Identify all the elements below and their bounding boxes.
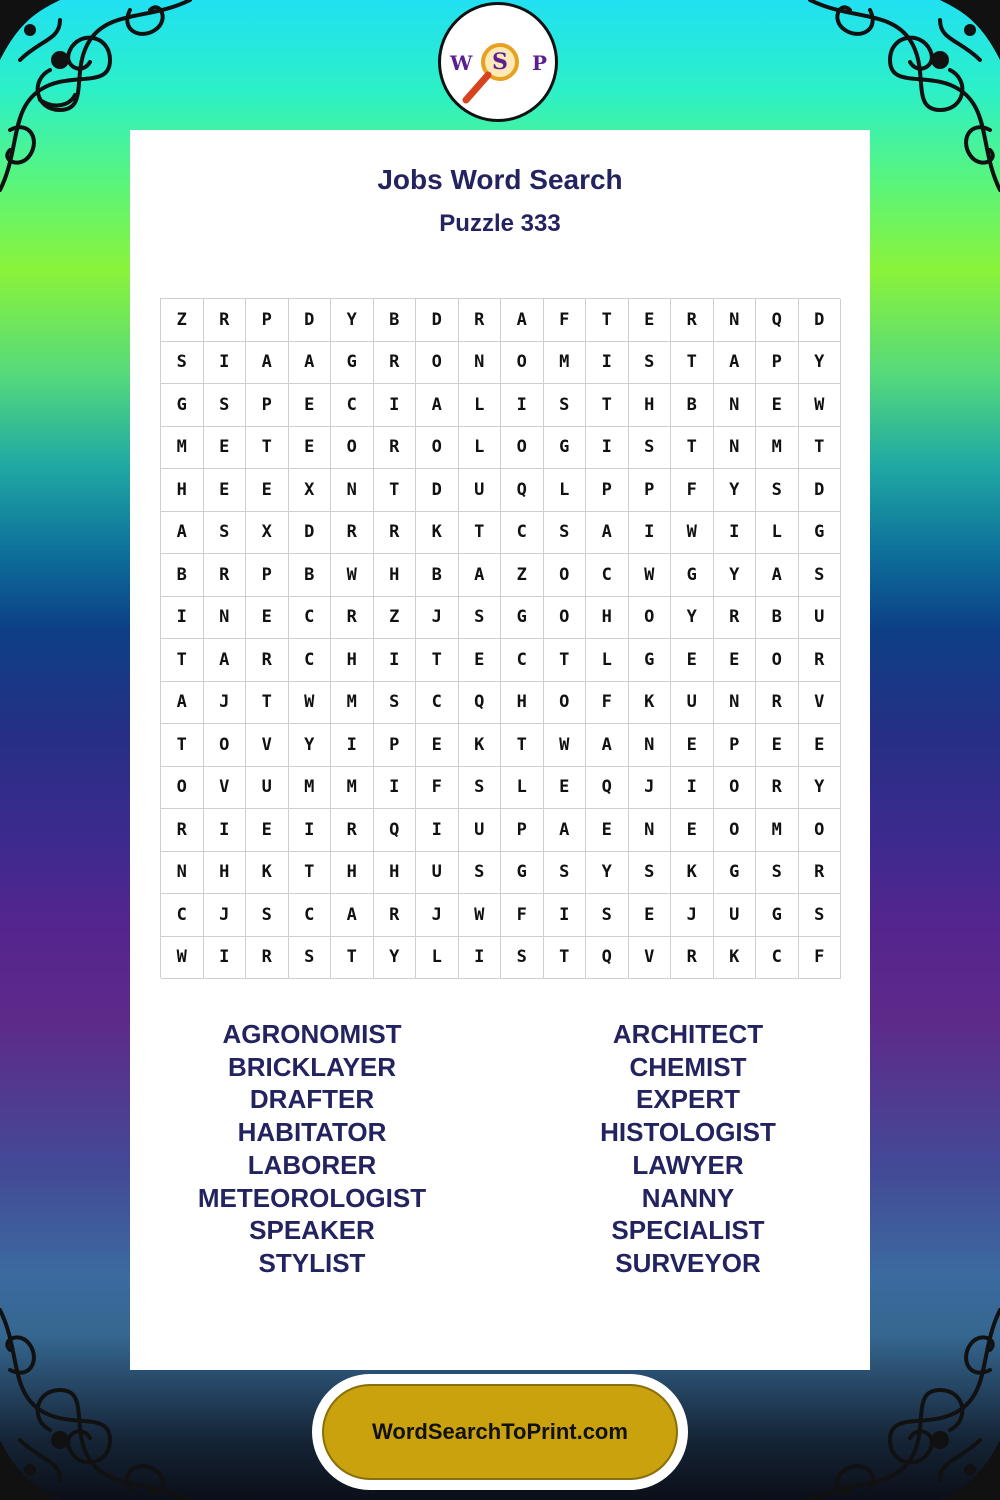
grid-cell[interactable]: G (161, 384, 204, 427)
grid-cell[interactable]: R (246, 639, 289, 682)
grid-cell[interactable]: T (246, 682, 289, 725)
grid-cell[interactable]: A (331, 894, 374, 937)
grid-cell[interactable]: L (501, 767, 544, 810)
grid-cell[interactable]: T (289, 852, 332, 895)
grid-cell[interactable]: W (331, 554, 374, 597)
grid-cell[interactable]: R (756, 767, 799, 810)
puzzle-title: Jobs Word Search (377, 164, 623, 195)
grid-cell[interactable]: A (756, 554, 799, 597)
grid-cell[interactable]: C (161, 894, 204, 937)
grid-cell[interactable]: P (586, 469, 629, 512)
grid-cell[interactable]: E (671, 639, 714, 682)
grid-cell[interactable]: I (289, 809, 332, 852)
word-item: HISTOLOGIST (600, 1117, 776, 1148)
grid-cell[interactable]: L (586, 639, 629, 682)
grid-cell[interactable]: A (586, 512, 629, 555)
grid-cell[interactable]: R (671, 299, 714, 342)
grid-cell[interactable]: B (161, 554, 204, 597)
grid-cell[interactable]: I (374, 639, 417, 682)
grid-cell[interactable]: H (331, 639, 374, 682)
grid-cell[interactable]: N (714, 427, 757, 470)
grid-cell[interactable]: O (331, 427, 374, 470)
grid-cell[interactable]: W (671, 512, 714, 555)
grid-cell[interactable]: M (289, 767, 332, 810)
logo-letter-w: W (450, 51, 473, 75)
word-item: EXPERT (635, 1084, 741, 1115)
grid-cell[interactable]: J (204, 682, 247, 725)
grid-cell[interactable]: Q (586, 767, 629, 810)
grid-cell[interactable]: I (204, 342, 247, 385)
grid-cell[interactable]: J (416, 894, 459, 937)
grid-cell[interactable]: W (161, 937, 204, 980)
grid-cell[interactable]: P (756, 342, 799, 385)
grid-cell[interactable]: K (459, 724, 502, 767)
grid-cell[interactable]: H (331, 852, 374, 895)
grid-cell[interactable]: U (459, 809, 502, 852)
grid-cell[interactable]: S (289, 937, 332, 980)
grid-cell[interactable]: S (799, 894, 842, 937)
grid-cell[interactable]: G (714, 852, 757, 895)
grid-cell[interactable]: N (331, 469, 374, 512)
grid-cell[interactable]: R (374, 894, 417, 937)
grid-cell[interactable]: S (629, 852, 672, 895)
logo-letter-s: S (492, 49, 508, 75)
grid-cell[interactable]: F (416, 767, 459, 810)
grid-cell[interactable]: B (416, 554, 459, 597)
grid-cell[interactable]: O (416, 342, 459, 385)
grid-cell[interactable]: S (756, 469, 799, 512)
puzzle-subtitle: Puzzle 333 (439, 210, 561, 237)
grid-cell[interactable]: X (289, 469, 332, 512)
word-item: SPECIALIST (611, 1215, 765, 1246)
grid-cell[interactable]: T (671, 427, 714, 470)
grid-cell[interactable]: Q (586, 937, 629, 980)
grid-cell[interactable]: V (799, 682, 842, 725)
grid-cell[interactable]: L (459, 427, 502, 470)
grid-cell[interactable]: Y (799, 342, 842, 385)
grid-cell[interactable]: Z (501, 554, 544, 597)
grid-cell[interactable]: O (714, 809, 757, 852)
grid-cell[interactable]: J (204, 894, 247, 937)
grid-cell[interactable]: F (586, 682, 629, 725)
grid-cell[interactable]: Z (161, 299, 204, 342)
grid-cell[interactable]: S (204, 384, 247, 427)
grid-cell[interactable]: E (586, 809, 629, 852)
grid-cell[interactable]: N (629, 809, 672, 852)
grid-cell[interactable]: B (289, 554, 332, 597)
grid-cell[interactable]: I (459, 937, 502, 980)
grid-cell[interactable]: R (331, 597, 374, 640)
grid-cell[interactable]: O (629, 597, 672, 640)
grid-cell[interactable]: C (289, 894, 332, 937)
grid-cell[interactable]: T (459, 512, 502, 555)
grid-cell[interactable]: P (246, 299, 289, 342)
grid-cell[interactable]: T (161, 639, 204, 682)
grid-cell[interactable]: E (246, 809, 289, 852)
grid-cell[interactable]: E (629, 894, 672, 937)
grid-cell[interactable]: Q (756, 299, 799, 342)
grid-cell[interactable]: W (544, 724, 587, 767)
grid-cell[interactable]: U (416, 852, 459, 895)
grid-cell[interactable]: M (544, 342, 587, 385)
grid-cell[interactable]: R (374, 342, 417, 385)
grid-cell[interactable]: O (799, 809, 842, 852)
grid-cell[interactable]: S (629, 427, 672, 470)
grid-cell[interactable]: E (459, 639, 502, 682)
word-item: ARCHITECT (612, 1019, 764, 1049)
grid-cell[interactable]: P (246, 384, 289, 427)
grid-cell[interactable]: Y (714, 469, 757, 512)
grid-cell[interactable]: A (161, 682, 204, 725)
grid-cell[interactable]: C (501, 512, 544, 555)
grid-cell[interactable]: Q (459, 682, 502, 725)
grid-cell[interactable]: O (161, 767, 204, 810)
grid-cell[interactable]: E (544, 767, 587, 810)
word-item: BRICKLAYER (227, 1051, 397, 1082)
grid-cell[interactable]: S (161, 342, 204, 385)
grid-cell[interactable]: I (204, 809, 247, 852)
grid-cell[interactable]: A (204, 639, 247, 682)
grid-cell[interactable]: F (501, 894, 544, 937)
grid-cell[interactable]: O (501, 427, 544, 470)
grid-cell[interactable]: E (289, 384, 332, 427)
grid-cell[interactable]: A (246, 342, 289, 385)
grid-cell[interactable]: H (586, 597, 629, 640)
grid-cell[interactable]: R (459, 299, 502, 342)
grid-cell[interactable]: L (459, 384, 502, 427)
grid-cell[interactable]: A (714, 342, 757, 385)
grid-cell[interactable]: U (714, 894, 757, 937)
grid-cell[interactable]: P (246, 554, 289, 597)
word-item: METEOROLOGIST (197, 1182, 427, 1213)
grid-cell[interactable]: M (161, 427, 204, 470)
grid-cell[interactable]: C (289, 639, 332, 682)
grid-cell[interactable]: L (544, 469, 587, 512)
logo-letter-p: P (532, 51, 548, 75)
grid-cell[interactable]: F (544, 299, 587, 342)
grid-cell[interactable]: B (671, 384, 714, 427)
word-item: SURVEYOR (615, 1247, 761, 1278)
grid-cell[interactable]: V (246, 724, 289, 767)
grid-cell[interactable]: U (799, 597, 842, 640)
word-list-left (162, 1018, 462, 1280)
grid-cell[interactable]: R (374, 427, 417, 470)
grid-cell[interactable]: D (289, 299, 332, 342)
grid-cell[interactable]: S (459, 852, 502, 895)
grid-cell[interactable]: F (671, 469, 714, 512)
grid-cell[interactable]: E (416, 724, 459, 767)
word-item: HABITATOR (237, 1117, 387, 1148)
word-item: STYLIST (258, 1247, 366, 1278)
grid-cell[interactable]: W (289, 682, 332, 725)
grid-cell[interactable]: N (714, 682, 757, 725)
grid-cell[interactable]: A (501, 299, 544, 342)
grid-cell[interactable]: T (161, 724, 204, 767)
site-badge[interactable] (312, 1374, 688, 1490)
grid-cell[interactable]: R (799, 639, 842, 682)
grid-cell[interactable]: T (586, 299, 629, 342)
grid-cell[interactable]: S (501, 937, 544, 980)
grid-cell[interactable]: Q (501, 469, 544, 512)
grid-cell[interactable]: U (459, 469, 502, 512)
grid-cell[interactable]: E (289, 427, 332, 470)
grid-cell[interactable]: I (629, 512, 672, 555)
word-item: NANNY (641, 1182, 735, 1213)
grid-cell[interactable]: T (246, 427, 289, 470)
grid-cell[interactable]: S (544, 384, 587, 427)
grid-cell[interactable]: R (671, 937, 714, 980)
grid-cell[interactable]: M (331, 682, 374, 725)
grid-cell[interactable]: E (799, 724, 842, 767)
grid-cell[interactable]: K (671, 852, 714, 895)
grid-cell[interactable]: F (799, 937, 842, 980)
grid-cell[interactable]: E (246, 469, 289, 512)
grid-cell[interactable]: D (416, 299, 459, 342)
grid-cell[interactable]: C (289, 597, 332, 640)
grid-cell[interactable]: P (374, 724, 417, 767)
grid-cell[interactable]: P (501, 809, 544, 852)
grid-cell[interactable]: A (586, 724, 629, 767)
grid-cell[interactable]: T (671, 342, 714, 385)
grid-cell[interactable]: G (501, 597, 544, 640)
grid-cell[interactable]: Z (374, 597, 417, 640)
grid-cell[interactable]: J (416, 597, 459, 640)
grid-cell[interactable]: N (629, 724, 672, 767)
grid-cell[interactable]: C (416, 682, 459, 725)
grid-cell[interactable]: W (629, 554, 672, 597)
grid-cell[interactable]: N (161, 852, 204, 895)
grid-cell[interactable]: R (799, 852, 842, 895)
grid-cell[interactable]: J (671, 894, 714, 937)
grid-cell[interactable]: N (459, 342, 502, 385)
grid-cell[interactable]: W (459, 894, 502, 937)
grid-cell[interactable]: L (416, 937, 459, 980)
grid-cell[interactable]: T (501, 724, 544, 767)
grid-cell[interactable]: R (331, 512, 374, 555)
grid-cell[interactable]: H (374, 852, 417, 895)
grid-cell[interactable]: Y (799, 767, 842, 810)
grid-cell[interactable]: R (161, 809, 204, 852)
grid-cell[interactable]: I (161, 597, 204, 640)
grid-cell[interactable]: I (671, 767, 714, 810)
grid-cell[interactable]: U (246, 767, 289, 810)
word-item: CHEMIST (629, 1051, 747, 1082)
grid-cell[interactable]: S (586, 894, 629, 937)
grid-cell[interactable]: S (246, 894, 289, 937)
grid-cell[interactable]: R (756, 682, 799, 725)
grid-cell[interactable]: T (799, 427, 842, 470)
grid-cell[interactable]: R (374, 512, 417, 555)
puzzle-card (130, 130, 870, 1370)
grid-cell[interactable]: K (416, 512, 459, 555)
grid-cell[interactable]: S (756, 852, 799, 895)
grid-cell[interactable]: H (204, 852, 247, 895)
grid-cell[interactable]: I (374, 767, 417, 810)
grid-cell[interactable]: U (671, 682, 714, 725)
grid-cell[interactable]: B (756, 597, 799, 640)
site-link[interactable]: WordSearchToPrint.com (322, 1384, 678, 1480)
grid-cell[interactable]: S (374, 682, 417, 725)
grid-cell[interactable]: M (756, 809, 799, 852)
grid-cell[interactable]: A (416, 384, 459, 427)
grid-cell[interactable]: I (374, 384, 417, 427)
grid-cell[interactable]: E (629, 299, 672, 342)
word-item: LABORER (247, 1149, 377, 1180)
grid-cell[interactable]: T (331, 937, 374, 980)
grid-cell[interactable]: D (799, 299, 842, 342)
grid-cell[interactable]: R (204, 299, 247, 342)
grid-cell[interactable]: O (204, 724, 247, 767)
wsp-logo[interactable] (438, 2, 558, 122)
grid-cell[interactable]: G (629, 639, 672, 682)
grid-cell[interactable]: K (246, 852, 289, 895)
grid-cell[interactable]: S (459, 597, 502, 640)
grid-cell[interactable]: B (374, 299, 417, 342)
grid-cell[interactable]: O (544, 554, 587, 597)
grid-cell[interactable]: E (204, 469, 247, 512)
grid-cell[interactable]: S (544, 512, 587, 555)
grid-cell[interactable]: I (586, 427, 629, 470)
grid-cell[interactable]: O (416, 427, 459, 470)
grid-cell[interactable]: C (756, 937, 799, 980)
grid-cell[interactable]: T (374, 469, 417, 512)
grid-cell[interactable]: T (544, 639, 587, 682)
grid-cell[interactable]: I (204, 937, 247, 980)
grid-cell[interactable]: G (331, 342, 374, 385)
grid-cell[interactable]: E (246, 597, 289, 640)
grid-cell[interactable]: G (671, 554, 714, 597)
grid-cell[interactable]: C (331, 384, 374, 427)
grid-cell[interactable]: R (714, 597, 757, 640)
letter-grid[interactable] (160, 298, 840, 978)
grid-cell[interactable]: E (671, 724, 714, 767)
grid-cell[interactable]: V (204, 767, 247, 810)
grid-cell[interactable]: H (374, 554, 417, 597)
grid-cell[interactable]: E (714, 639, 757, 682)
grid-cell[interactable]: Q (374, 809, 417, 852)
word-item: DRAFTER (249, 1084, 375, 1115)
grid-cell[interactable]: H (161, 469, 204, 512)
grid-cell[interactable]: G (544, 427, 587, 470)
grid-cell[interactable]: I (331, 724, 374, 767)
word-list-right (538, 1018, 838, 1280)
grid-cell[interactable]: M (331, 767, 374, 810)
grid-cell[interactable]: R (331, 809, 374, 852)
grid-cell[interactable]: K (629, 682, 672, 725)
grid-cell[interactable]: E (756, 384, 799, 427)
grid-cell[interactable]: A (459, 554, 502, 597)
grid-cell[interactable]: Y (671, 597, 714, 640)
grid-cell[interactable]: N (204, 597, 247, 640)
grid-cell[interactable]: T (544, 937, 587, 980)
grid-cell[interactable]: C (586, 554, 629, 597)
grid-cell[interactable]: S (204, 512, 247, 555)
grid-cell[interactable]: R (204, 554, 247, 597)
grid-cell[interactable]: S (799, 554, 842, 597)
word-item: LAWYER (632, 1149, 744, 1180)
grid-cell[interactable]: I (501, 384, 544, 427)
grid-cell[interactable]: Y (374, 937, 417, 980)
grid-cell[interactable]: A (161, 512, 204, 555)
grid-cell[interactable]: O (544, 597, 587, 640)
grid-cell[interactable]: Y (586, 852, 629, 895)
grid-cell[interactable]: E (756, 724, 799, 767)
grid-cell[interactable]: S (544, 852, 587, 895)
grid-cell[interactable]: X (246, 512, 289, 555)
grid-cell[interactable]: I (416, 809, 459, 852)
grid-cell[interactable]: D (799, 469, 842, 512)
grid-cell[interactable]: V (629, 937, 672, 980)
grid-cell[interactable]: S (459, 767, 502, 810)
grid-cell[interactable]: I (544, 894, 587, 937)
grid-cell[interactable]: J (629, 767, 672, 810)
grid-cell[interactable]: D (416, 469, 459, 512)
grid-cell[interactable]: C (501, 639, 544, 682)
grid-cell[interactable]: H (629, 384, 672, 427)
grid-cell[interactable]: I (586, 342, 629, 385)
grid-cell[interactable]: L (756, 512, 799, 555)
grid-cell[interactable]: A (289, 342, 332, 385)
grid-cell[interactable]: P (629, 469, 672, 512)
grid-cell[interactable]: H (501, 682, 544, 725)
grid-cell[interactable]: M (756, 427, 799, 470)
grid-cell[interactable]: E (671, 809, 714, 852)
grid-cell[interactable]: T (586, 384, 629, 427)
grid-cell[interactable]: P (714, 724, 757, 767)
grid-cell[interactable]: R (246, 937, 289, 980)
grid-cell[interactable]: Y (714, 554, 757, 597)
grid-cell[interactable]: N (714, 299, 757, 342)
grid-cell[interactable]: E (204, 427, 247, 470)
grid-cell[interactable]: G (756, 894, 799, 937)
grid-cell[interactable]: Y (331, 299, 374, 342)
word-item: AGRONOMIST (222, 1019, 402, 1049)
grid-cell[interactable]: K (714, 937, 757, 980)
grid-cell[interactable]: S (629, 342, 672, 385)
grid-cell[interactable]: G (799, 512, 842, 555)
grid-cell[interactable]: T (416, 639, 459, 682)
word-item: SPEAKER (249, 1215, 375, 1246)
grid-cell[interactable]: O (544, 682, 587, 725)
grid-cell[interactable]: O (501, 342, 544, 385)
grid-cell[interactable]: A (544, 809, 587, 852)
grid-cell[interactable]: Y (289, 724, 332, 767)
grid-cell[interactable]: G (501, 852, 544, 895)
grid-cell[interactable]: O (756, 639, 799, 682)
grid-cell[interactable]: N (714, 384, 757, 427)
grid-cell[interactable]: O (714, 767, 757, 810)
grid-cell[interactable]: I (714, 512, 757, 555)
grid-cell[interactable]: D (289, 512, 332, 555)
grid-cell[interactable]: W (799, 384, 842, 427)
